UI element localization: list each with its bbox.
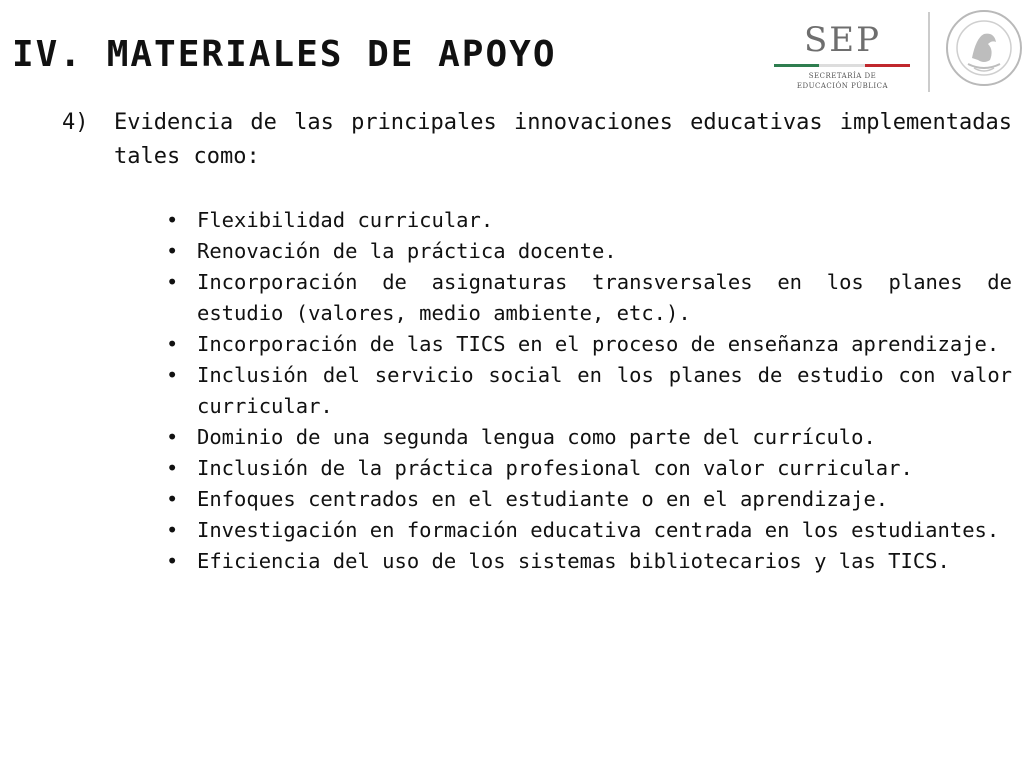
list-item-text: Eficiencia del uso de los sistemas bibliotecarios y las TICS. (197, 549, 950, 573)
sep-logo-subtitle-line2: EDUCACIÓN PÚBLICA (796, 82, 889, 90)
intro-number: 4) (62, 110, 89, 135)
list-item-text: Renovación de la práctica docente. (197, 239, 617, 263)
intro-text: Evidencia de las principales innovaciones educativas implementadas tales como: (114, 110, 1012, 169)
list-item (160, 546, 1012, 577)
list-item (160, 360, 1012, 422)
list-item (160, 329, 1012, 360)
sep-logo-subtitle-line1: SECRETARÍA DE (808, 72, 877, 80)
sep-logo-wordmark: SEP (804, 20, 881, 60)
bullet-icon: • (166, 239, 179, 263)
list-item-text: Inclusión de la práctica profesional con valor curricular. (197, 456, 913, 480)
intro-item (62, 106, 1012, 174)
list-item-text: Investigación en formación educativa centrada en los estudiantes. (197, 518, 1000, 542)
bullet-icon: • (166, 518, 179, 542)
bullet-icon: • (166, 549, 179, 573)
list-item-text: Incorporación de las TICS en el proceso de enseñanza aprendizaje. (197, 332, 1000, 356)
mexico-coat-of-arms-seal-icon (944, 8, 1024, 88)
list-item (160, 484, 1012, 515)
page-title: IV. MATERIALES DE APOYO (12, 34, 557, 75)
bullet-icon: • (166, 425, 179, 449)
bullet-icon: • (166, 208, 179, 232)
list-item-text: Incorporación de asignaturas transversales en los planes de estudio (valores, medio ambiente, etc.). (197, 270, 1012, 325)
list-item (160, 267, 1012, 329)
bullet-icon: • (166, 487, 179, 511)
innovations-list (160, 205, 1012, 577)
list-item-text: Dominio de una segunda lengua como parte del currículo. (197, 425, 876, 449)
list-item (160, 422, 1012, 453)
list-item-text: Enfoques centrados en el estudiante o en el aprendizaje. (197, 487, 889, 511)
sep-logo (770, 18, 915, 98)
logo-white-stripe (819, 64, 865, 67)
bullet-icon: • (166, 270, 179, 294)
bullet-icon: • (166, 363, 179, 387)
list-item (160, 453, 1012, 484)
list-item (160, 205, 1012, 236)
logo-divider (928, 12, 930, 92)
list-item (160, 515, 1012, 546)
logo-red-stripe (865, 64, 910, 67)
list-item-text: Flexibilidad curricular. (197, 208, 494, 232)
list-item (160, 236, 1012, 267)
bullet-icon: • (166, 332, 179, 356)
bullet-icon: • (166, 456, 179, 480)
list-item-text: Inclusión del servicio social en los planes de estudio con valor curricular. (197, 363, 1012, 418)
logo-green-stripe (774, 64, 819, 67)
